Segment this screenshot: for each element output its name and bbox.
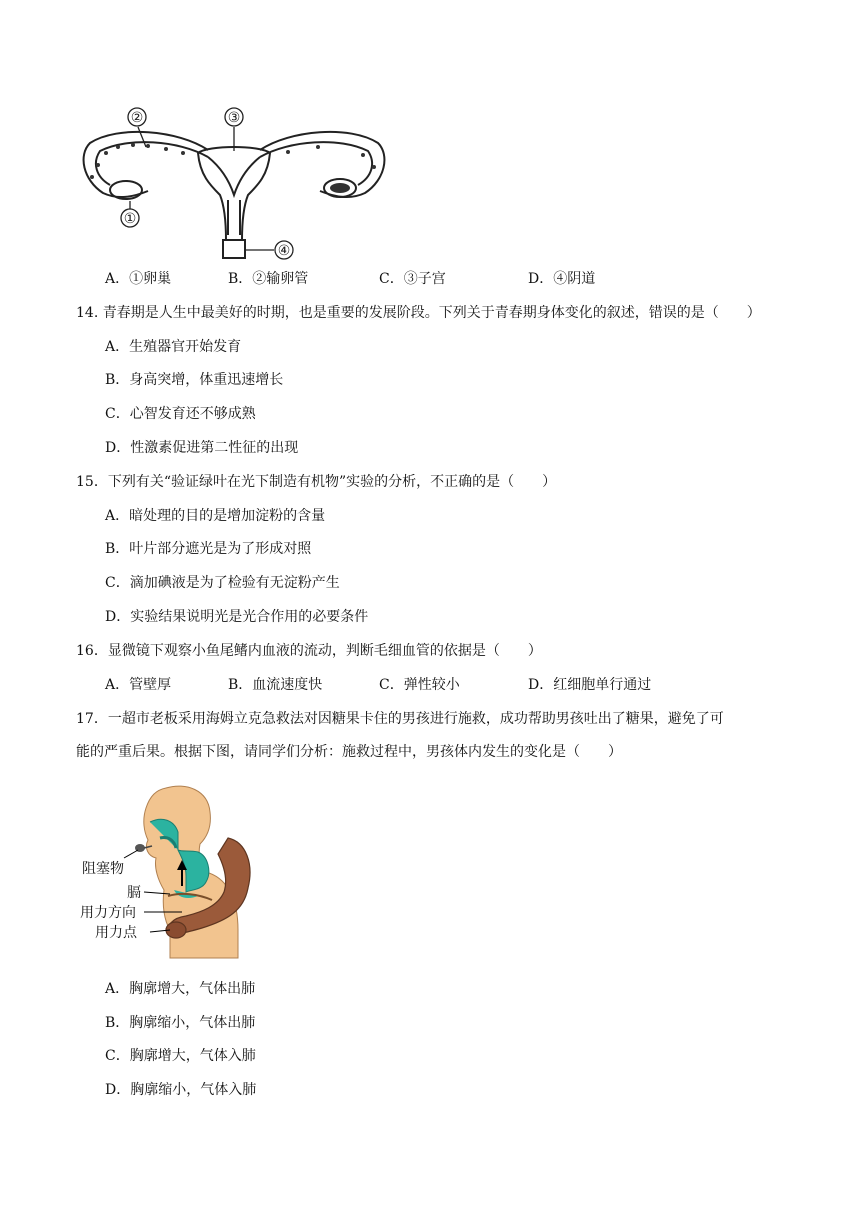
label-4: ④ [277, 243, 291, 259]
q14-stem: 14. 青春期是人生中最美好的时期，也是重要的发展阶段。下列关于青春期身体变化的叙述，错误的是（ ） [76, 305, 761, 321]
q13-option-b: B．②输卵管 [228, 271, 309, 287]
q17-option-d: D．胸廓缩小，气体入肺 [105, 1082, 257, 1098]
label-3: ③ [227, 110, 241, 126]
q15-option-b: B．叶片部分遮光是为了形成对照 [105, 541, 312, 557]
q14-option-c: C．心智发育还不够成熟 [105, 406, 256, 422]
q15-stem: 15．下列有关“验证绿叶在光下制造有机物”实验的分析，不正确的是（ ） [76, 474, 557, 490]
q13-option-c: C．③子宫 [379, 271, 446, 287]
label-1: ① [123, 211, 137, 227]
q17-option-b: B．胸廓缩小，气体出肺 [105, 1015, 256, 1031]
q13-option-a: A．①卵巢 [105, 271, 172, 287]
q17-option-a: A．胸廓增大，气体出肺 [105, 981, 256, 997]
q14-option-d: D．性激素促进第二性征的出现 [105, 440, 299, 456]
label-obstruction: 阻塞物 [82, 861, 124, 877]
q16-option-b: B．血流速度快 [228, 677, 323, 693]
q14-option-b: B．身高突增，体重迅速增长 [105, 372, 284, 388]
q14-option-a: A．生殖器官开始发育 [105, 339, 242, 355]
q17-option-c: C．胸廓增大，气体入肺 [105, 1048, 256, 1064]
q15-option-a: A．暗处理的目的是增加淀粉的含量 [105, 508, 326, 524]
label-diaphragm: 膈 [127, 885, 141, 901]
q17-stem-line2: 能的严重后果。根据下图，请同学们分析：施救过程中，男孩体内发生的变化是（ ） [76, 744, 622, 760]
q16-option-c: C．弹性较小 [379, 677, 460, 693]
q16-option-a: A．管壁厚 [105, 677, 172, 693]
label-force-direction: 用力方向 [80, 905, 136, 921]
q16-option-d: D．红细胞单行通过 [528, 677, 652, 693]
q13-option-d: D．④阴道 [528, 271, 596, 287]
q16-stem: 16．显微镜下观察小鱼尾鳍内血液的流动，判断毛细血管的依据是（ ） [76, 643, 542, 659]
q15-option-d: D．实验结果说明光是光合作用的必要条件 [105, 609, 369, 625]
q15-option-c: C．滴加碘液是为了检验有无淀粉产生 [105, 575, 340, 591]
label-2: ② [130, 110, 144, 126]
q17-stem-line1: 17．一超市老板采用海姆立克急救法对因糖果卡住的男孩进行施救，成功帮助男孩吐出了糖果，避免了可 [76, 711, 724, 727]
label-force-point: 用力点 [95, 925, 137, 941]
uterus-diagram [78, 105, 390, 260]
